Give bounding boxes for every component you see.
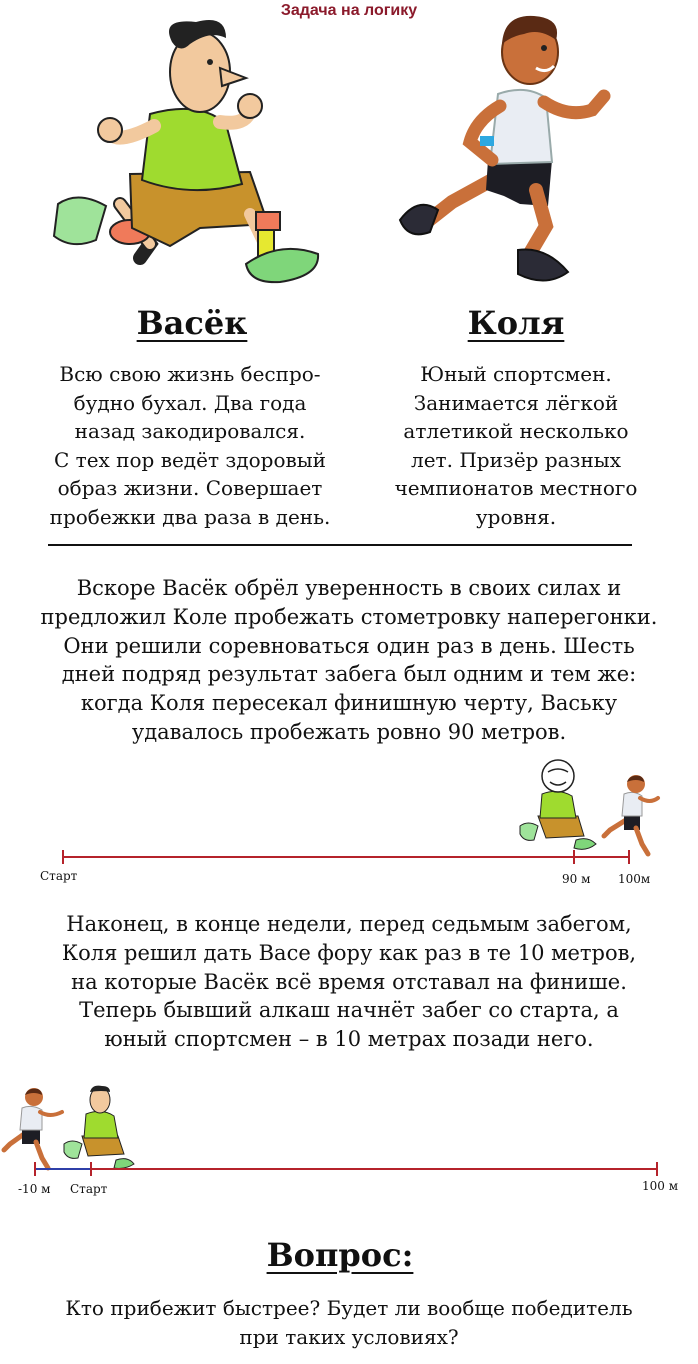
vasek-bio-line: назад закодировался. [74, 419, 306, 443]
kolya-bio [360, 360, 672, 531]
finish-label: 100м [618, 872, 651, 886]
question-line: Кто прибежит быстрее? Будет ли вообще победитель [65, 1296, 633, 1320]
vasek-bio-line: пробежки два раза в день. [49, 504, 331, 529]
start-tick [62, 850, 64, 864]
finish-label-2: 100 м [642, 1179, 679, 1193]
kolya-runner-small [604, 774, 660, 858]
vasek-runner-small [518, 756, 598, 856]
vasek-bio-line: образ жизни. Совершает [57, 476, 323, 500]
minus-ten-tick [34, 1162, 36, 1176]
story-line: удавалось пробежать ровно 90 метров. [131, 719, 567, 744]
race-track-line-2 [92, 1168, 658, 1170]
kolya-runner-illustration [396, 10, 632, 290]
kolya-bio-line: атлетикой несколько [403, 419, 629, 443]
story-line: Наконец, в конце недели, перед седьмым забегом, [66, 912, 632, 936]
race-track-line [62, 856, 630, 858]
start-tick-2 [90, 1162, 92, 1176]
question-title: Вопрос: [266, 1236, 414, 1274]
start-label-2: Старт [70, 1182, 108, 1196]
story-line: Коля решил дать Васе фору как раз в те 10 метров, [61, 940, 637, 965]
story-line: на которые Васёк всё время отставал на финише. [71, 969, 627, 994]
start-label: Старт [40, 869, 78, 883]
story-line: Теперь бывший алкаш начнёт забег со старта, а [79, 998, 619, 1023]
kolya-bio-line: чемпионатов местного [394, 476, 638, 500]
story-line: когда Коля пересекал финишную черту, Ваську [80, 691, 618, 716]
page-title: Задача на логику [280, 2, 418, 19]
kolya-bio-line: уровня. [475, 504, 557, 529]
question-text [0, 1294, 698, 1352]
kolya-name: Коля [467, 304, 565, 342]
kolya-bio-line: лет. Призёр разных [411, 447, 621, 472]
finish-tick-2 [656, 1162, 658, 1176]
kolya-bio-line: Занимается лёгкой [413, 390, 619, 415]
story-line: юный спортсмен – в 10 метрах позади него. [104, 1027, 594, 1052]
vasek-name: Васёк [136, 304, 248, 342]
story-line: дней подряд результат забега был одним и тем же: [61, 662, 637, 687]
section-divider [48, 544, 632, 546]
story-paragraph-1 [0, 574, 698, 747]
kolya-runner-small-2 [2, 1086, 66, 1172]
minus-ten-label: -10 м [18, 1182, 51, 1196]
ninety-meter-label: 90 м [562, 872, 591, 886]
vasek-bio [18, 360, 362, 531]
ninety-meter-tick [573, 850, 575, 864]
vasek-bio-line: Всю свою жизнь беспро- [59, 362, 321, 386]
vasek-bio-line: будно бухал. Два года [73, 390, 307, 415]
finish-tick [628, 850, 630, 864]
story-line: предложил Коле пробежать стометровку наперегонки. [40, 604, 658, 629]
vasek-bio-line: С тех пор ведёт здоровый [53, 447, 326, 472]
vasek-runner-illustration [50, 14, 330, 290]
story-line: Они решили соревноваться один раз в день. Шесть [63, 633, 635, 658]
story-paragraph-2 [0, 910, 698, 1054]
kolya-bio-line: Юный спортсмен. [420, 362, 612, 386]
head-start-line [34, 1168, 92, 1170]
question-line: при таких условиях? [239, 1325, 459, 1349]
story-line: Вскоре Васёк обрёл уверенность в своих силах и [76, 576, 622, 600]
vasek-runner-small-2 [62, 1084, 136, 1170]
